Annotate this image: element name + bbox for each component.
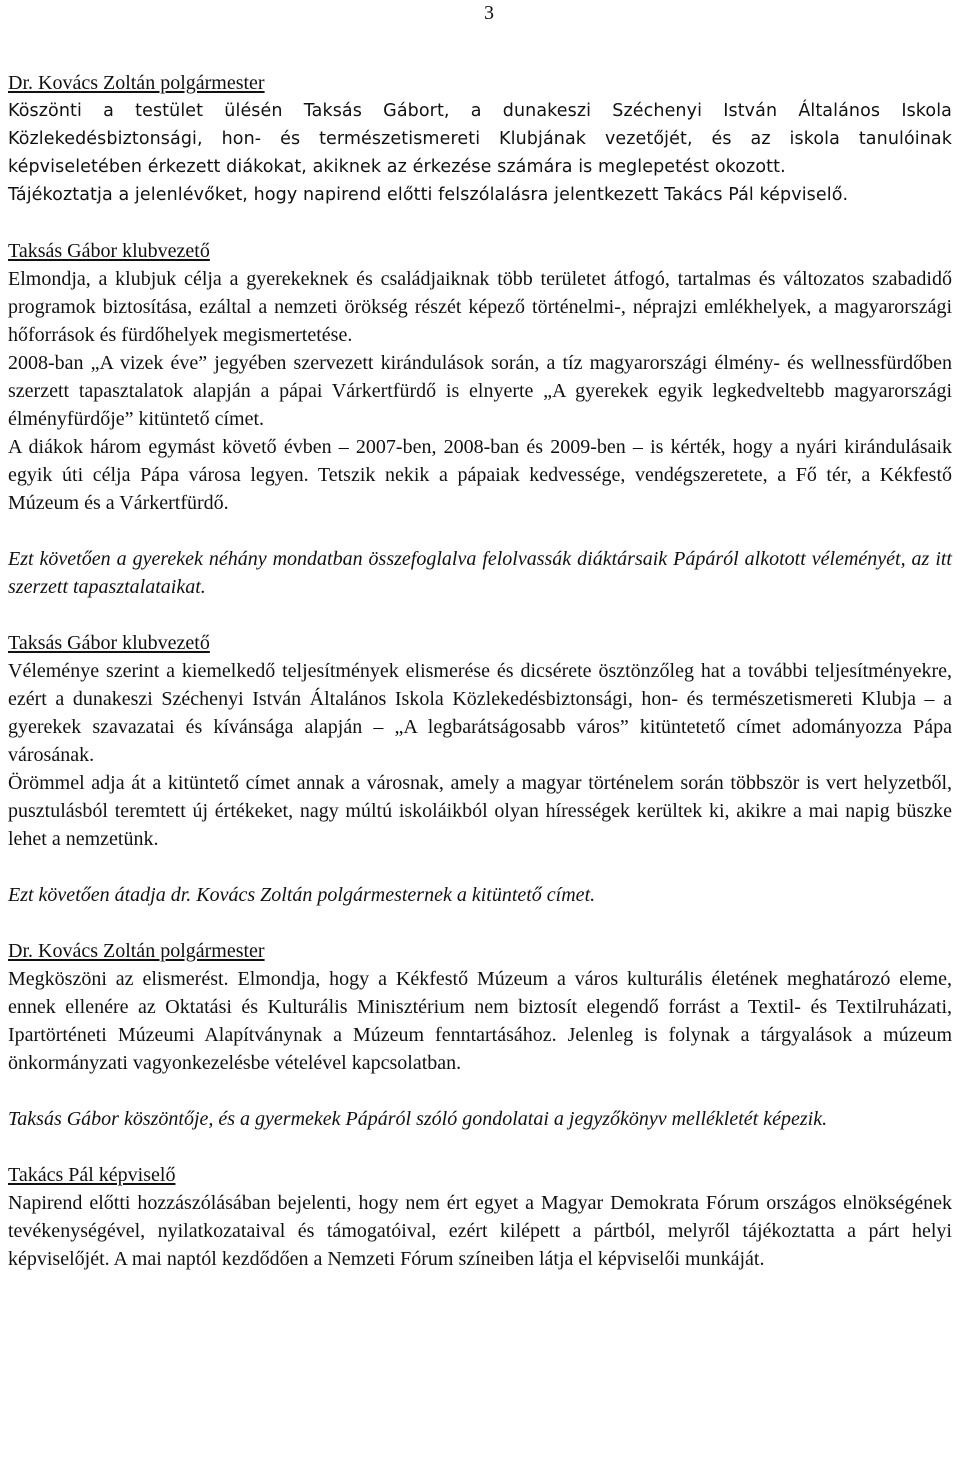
procedural-note: Taksás Gábor köszöntője, és a gyermekek Pápáról szóló gondolatai a jegyzőkönyv mellékletét képezik. — [8, 1108, 828, 1130]
speaker-name: Dr. Kovács Zoltán polgármester — [8, 72, 265, 94]
document-body — [8, 69, 952, 1273]
page-number: 3 — [484, 2, 494, 24]
spacer — [8, 853, 952, 881]
procedural-note: Ezt követően a gyerekek néhány mondatban összefoglalva felolvassák diáktársaik Pápáról alkotott véleményét, az itt szerzett tapasztalataikat. — [8, 548, 952, 598]
speech-paragraph: Napirend előtti hozzászólásában bejelenti, hogy nem ért egyet a Magyar Demokrata Fórum országos elnökségének tevékenységével, nyilatkozataival és támogatóival, ezért kilépett a pártból, melyről tájékoztatta a párt helyi képviselőjét. A mai naptól kezdődően a Nemzeti Fórum színeiben látja el képviselői munkáját. — [8, 1192, 952, 1270]
speech-paragraph: Örömmel adja át a kitüntető címet annak a városnak, amely a magyar történelem során többször is vert helyzetből, pusztulásból teremtett új értékeket, nagy múltú iskoláikból olyan hírességek kerültek ki, akikre a mai napig büszke lehet a nemzetünk. — [8, 772, 952, 850]
speech-block — [8, 237, 952, 517]
speaker-name: Taksás Gábor klubvezető — [8, 632, 210, 654]
spacer — [8, 601, 952, 629]
spacer — [8, 1133, 952, 1161]
speech-paragraph: Véleménye szerint a kiemelkedő teljesítmények elismerése és dicsérete ösztönzőleg hat a további teljesítményekre, ezért a dunakeszi Széchenyi István Általános Iskola Közlekedésbiztonsági, hon- és természetismereti Klubja – a gyerekek szavazatai és kívánsága alapján – „A legbarátságosabb város” kitüntetető címet adományozza Pápa városának. — [8, 660, 952, 766]
speech-paragraph: Köszönti a testület ülésén Taksás Gábort, a dunakeszi Széchenyi István Általános Iskola Közlekedésbiztonsági, hon- és természetismereti Klubjának vezetőjét, és az iskola tanulóinak képviseletében érkezett diákokat, akiknek az érkezése számára is meglepetést okozott. — [8, 101, 952, 177]
procedural-note: Ezt követően átadja dr. Kovács Zoltán polgármesternek a kitüntető címet. — [8, 884, 596, 906]
speech-block — [8, 69, 952, 209]
speech-paragraph: 2008-ban „A vizek éve” jegyében szervezett kirándulások során, a tíz magyarországi élmény- és wellnessfürdőben szerzett tapasztalatok alapján a pápai Várkertfürdő is elnyerte „A gyerekek egyik legkedveltebb magyarországi élményfürdője” kitüntető címet. — [8, 352, 952, 430]
speaker-name: Taksás Gábor klubvezető — [8, 240, 210, 262]
speaker-name: Takács Pál képviselő — [8, 1164, 176, 1186]
speech-block — [8, 629, 952, 853]
speech-paragraph: Megköszöni az elismerést. Elmondja, hogy a Kékfestő Múzeum a város kulturális életének meghatározó eleme, ennek ellenére az Oktatási és Kulturális Minisztérium nem biztosít elegendő forrást a Textil- és Textilruházati, Ipartörténeti Múzeumi Alapítványnak a Múzeum fenntartásához. Jelenleg is folynak a tárgyalások a múzeum önkormányzati vagyonkezelésbe vételével kapcsolatban. — [8, 968, 952, 1074]
spacer — [8, 209, 952, 237]
speech-paragraph: A diákok három egymást követő évben – 2007-ben, 2008-ban és 2009-ben – is kérték, hogy a nyári kirándulásaik egyik úti célja Pápa városa legyen. Tetszik nekik a pápaiak kedvessége, vendégszeretete, a Fő tér, a Kékfestő Múzeum és a Várkertfürdő. — [8, 436, 952, 514]
speech-block — [8, 937, 952, 1077]
spacer — [8, 909, 952, 937]
spacer — [8, 1077, 952, 1105]
speaker-name: Dr. Kovács Zoltán polgármester — [8, 940, 265, 962]
speech-block — [8, 1161, 952, 1273]
spacer — [8, 517, 952, 545]
speech-paragraph: Tájékoztatja a jelenlévőket, hogy napirend előtti felszólalásra jelentkezett Takács Pál képviselő. — [8, 185, 849, 205]
speech-paragraph: Elmondja, a klubjuk célja a gyerekeknek és családjaiknak több területet átfogó, tartalmas és változatos szabadidő programok biztosítása, ezáltal a nemzeti örökség részét képező történelmi-, néprajzi emlékhelyek, a magyarországi hőforrások és fürdőhelyek megismertetése. — [8, 268, 952, 346]
